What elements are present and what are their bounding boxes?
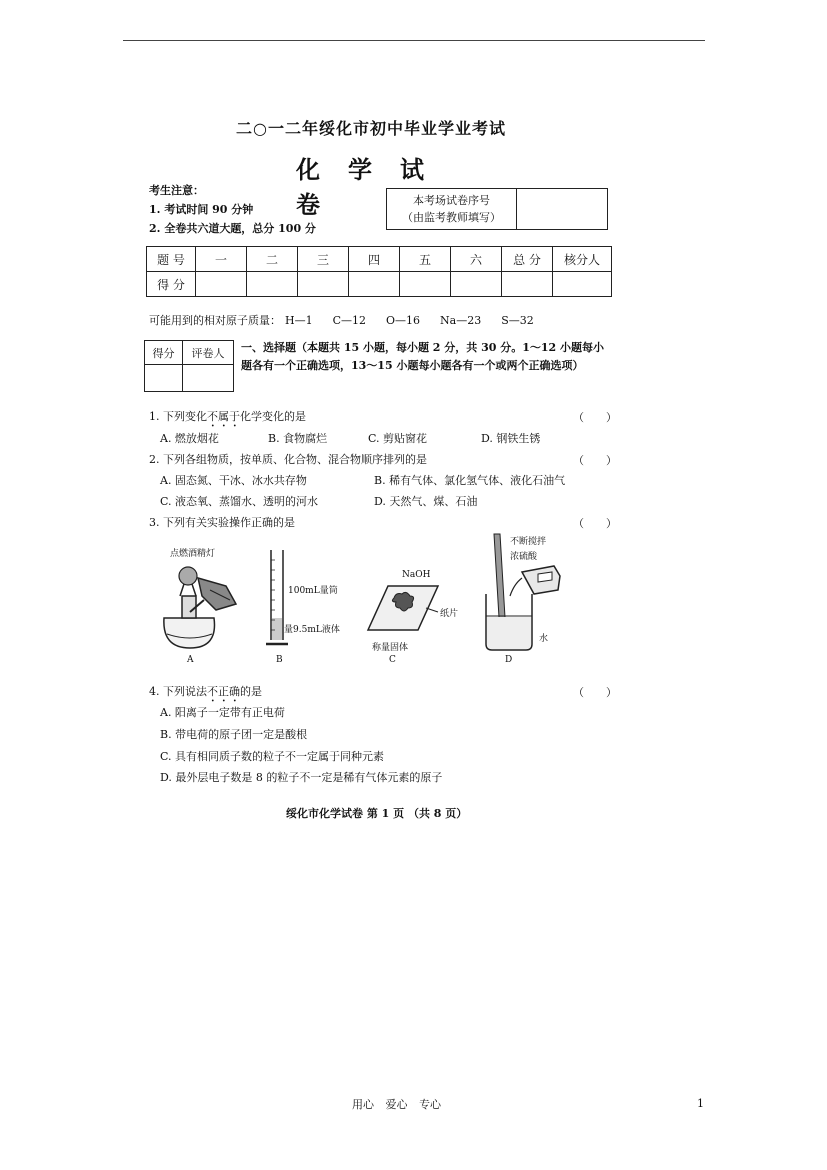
figure-c-weighing-paper [366,582,440,634]
atomic-masses [149,312,554,328]
candidate-notes [149,181,316,238]
q1-emphasis: 不属于 [207,410,240,423]
question-3-answer[interactable]: （ ） [573,517,617,530]
q2-option-b: B. 稀有气体、氯化氢气体、液化石油气 [374,474,566,487]
score-header-row [147,247,612,272]
atomic-mass-c: C—12 [332,314,367,327]
figure-a-caption: 点燃酒精灯 [170,549,216,559]
grader-name-cell[interactable] [183,365,234,392]
score-cell[interactable] [400,272,451,297]
q1-option-d: D. 钢铁生锈 [481,432,541,445]
q4-stem-post: 的是 [240,685,262,698]
score-cell[interactable] [553,272,612,297]
score-header-cell: 题 号 [147,247,196,272]
score-header-cell: 核分人 [553,247,612,272]
question-4-answer[interactable]: （ ） [573,686,617,699]
section-1-line2: 题各有一个正确选项，13～15 小题每小题各有一个或两个正确选项） [241,359,584,372]
figure-b-graduated-cylinder [262,548,292,652]
score-header-cell: 五 [400,247,451,272]
grader-score-label: 得分 [145,341,183,365]
notes-line-2: 2. 全卷共六道大题，总分 100 分 [149,222,316,235]
score-cell[interactable] [298,272,349,297]
atomic-mass-o: O—16 [386,314,421,327]
q4-option-a: A. 阳离子一定带有正电荷 [160,706,285,719]
q2-option-a: A. 固态氮、干冰、冰水共存物 [160,474,307,487]
grader-score-cell[interactable] [145,365,183,392]
q4-option-b: B. 带电荷的原子团一定是酸根 [160,728,308,741]
q1-stem-post: 化学变化的是 [240,410,306,423]
atomic-mass-s: S—32 [501,314,534,327]
grader-box [144,340,234,392]
notes-heading: 考生注意： [149,184,204,197]
q4-option-c: C. 具有相同质子数的粒子不一定属于同种元素 [160,750,385,763]
question-3-stem: 3. 下列有关实验操作正确的是 [149,516,295,529]
exam-title: 二○一二年绥化市初中毕业学业考试 [236,119,506,138]
figure-d-beaker [480,532,562,654]
question-1-stem [149,408,306,430]
q1-option-c: C. 剪贴窗花 [368,432,428,445]
figure-b-liquid-label: 量9.5mL液体 [284,625,340,635]
atomic-masses-label: 可能用到的相对原子质量： [149,314,281,327]
q1-option-b: B. 食物腐烂 [268,432,328,445]
q4-option-d: D. 最外层电子数是 8 的粒子不一定是稀有气体元素的原子 [160,771,443,784]
score-cell[interactable] [502,272,553,297]
q2-option-d: D. 天然气、煤、石油 [374,495,478,508]
section-1-line1: 一、选择题（本题共 15 小题，每小题 2 分，共 30 分。1～12 小题每小 [241,341,605,354]
notes-line-1: 1. 考试时间 90 分钟 [149,203,254,216]
page-number: 1 [697,1097,704,1110]
seat-label-line2: （由监考教师填写） [402,211,501,224]
q2-option-c: C. 液态氧、蒸馏水、透明的河水 [160,495,319,508]
q1-stem-pre: 1. 下列变化 [149,410,207,423]
figure-c-letter: C [389,655,396,665]
figure-d-stir-label: 不断搅拌 [510,537,547,547]
score-header-cell: 六 [451,247,502,272]
score-header-cell: 一 [196,247,247,272]
figure-c-naoh-label: NaOH [402,570,431,580]
q4-emphasis: 不正确 [207,685,240,698]
question-4-stem [149,683,262,705]
score-header-cell: 二 [247,247,298,272]
exam-subtitle: 化学试卷 [296,155,452,219]
figure-a-letter: A [187,655,194,665]
figure-b-letter: B [276,655,283,665]
score-header-cell: 三 [298,247,349,272]
top-rule [123,40,705,41]
score-cell[interactable] [196,272,247,297]
score-table [146,246,612,297]
seat-label-line1: 本考场试卷序号 [413,194,490,207]
footer-motto: 用心 爱心 专心 [352,1098,441,1111]
figure-d-acid-label: 浓硫酸 [510,552,538,562]
question-2-answer[interactable]: （ ） [573,454,617,467]
section-1-heading [241,339,611,375]
score-cell[interactable] [451,272,502,297]
figure-d-water-label: 水 [539,634,549,644]
score-value-row [147,272,612,297]
score-cell[interactable] [247,272,298,297]
atomic-mass-na: Na—23 [440,314,482,327]
q1-option-a: A. 燃放烟花 [160,432,219,445]
score-row-label: 得 分 [147,272,196,297]
figure-a-alcohol-lamps [150,556,250,652]
question-2-stem: 2. 下列各组物质，按单质、化合物、混合物顺序排列的是 [149,453,427,466]
figure-c-paper-label: 纸片 [440,609,459,619]
figure-b-cylinder-label: 100mL量筒 [288,586,338,596]
figure-d-letter: D [505,655,513,665]
question-1-answer[interactable]: （ ） [573,411,617,424]
q4-stem-pre: 4. 下列说法 [149,685,207,698]
score-header-cell: 总 分 [502,247,553,272]
page-info: 绥化市化学试卷 第 1 页 （共 8 页） [286,807,468,820]
score-header-cell: 四 [349,247,400,272]
seat-number-label [387,189,517,229]
seat-number-box [386,188,608,230]
score-cell[interactable] [349,272,400,297]
atomic-mass-h: H—1 [285,314,313,327]
figure-c-caption: 称量固体 [372,643,409,653]
grader-name-label: 评卷人 [183,341,234,365]
